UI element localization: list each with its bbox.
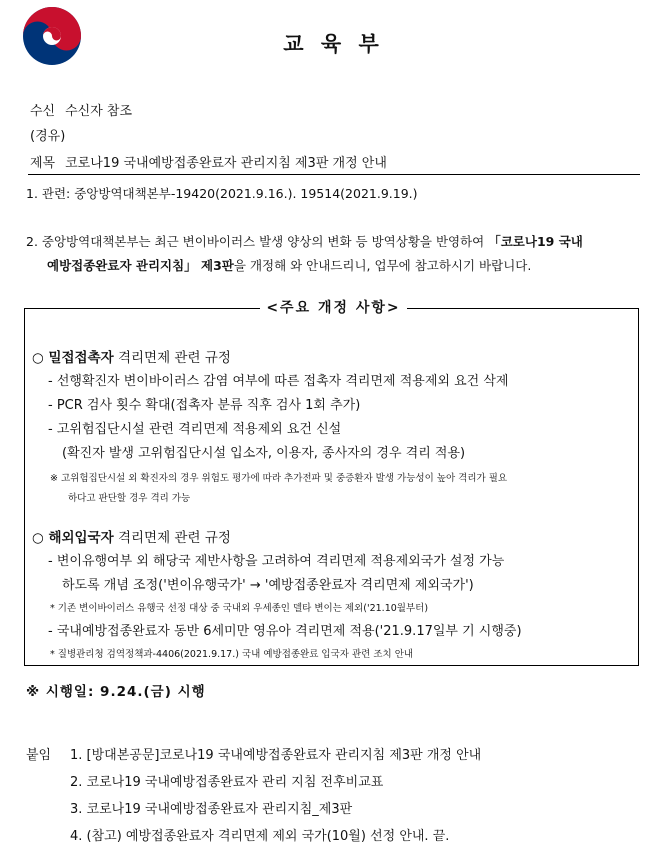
effective-date: ※ 시행일: 9.24.(금) 시행 [26, 684, 206, 700]
list-item-detail: 하도록 개념 조정('변이유행국가' → '예방접종완료자 격리면제 제외국가') [62, 578, 474, 593]
attachment-item: 2. 코로나19 국내예방접종완료자 관리 지침 전후비교표 [70, 775, 384, 790]
via-label: (경유) [30, 129, 66, 144]
recipient-row [30, 100, 132, 119]
list-item: - 고위험집단시설 관련 격리면제 적용제외 요건 신설 [48, 422, 342, 437]
list-item-detail: (확진자 발생 고위험집단시설 입소자, 이용자, 종사자의 경우 격리 적용) [62, 446, 466, 461]
section-overseas-entry-heading: ○ 해외입국자 격리면제 관련 규정 [32, 530, 231, 546]
recipient-value: 수신자 참조 [65, 104, 133, 119]
section-close-contact-heading: ○ 밀접접촉자 격리면제 관련 규정 [32, 350, 231, 366]
revision-box-title: <주요 개정 사항> [0, 297, 667, 317]
list-item: - PCR 검사 횟수 확대(접촉자 분류 직후 검사 1회 추가) [48, 398, 361, 413]
attachment-item: 3. 코로나19 국내예방접종완료자 관리지침_제3판 [70, 802, 353, 817]
footnote: 하다고 판단할 경우 격리 가능 [68, 493, 191, 504]
recipient-label: 수신 [30, 104, 56, 119]
footnote: * 질병관리청 검역정책과-4406(2021.9.17.) 국내 예방접종완료 입국자 관련 조치 안내 [50, 649, 414, 660]
attachment-item: 4. (참고) 예방접종완료자 격리면제 제외 국가(10월) 선정 안내. 끝. [70, 829, 450, 844]
header-rule [28, 174, 640, 175]
main-paragraph-line1: 2. 중앙방역대책본부는 최근 변이바이러스 발생 양상의 변화 등 방역상황을 반영하여 「코로나19 국내 [26, 234, 583, 249]
ministry-title: 교 육 부 [283, 32, 384, 56]
related-paragraph: 1. 관련: 중앙방역대책본부-19420(2021.9.16.). 19514(2021.9.19.) [26, 186, 418, 201]
attachments-label: 붙임 [26, 748, 52, 763]
footnote: * 기존 변이바이러스 유행국 선정 대상 중 국내외 우세종인 델타 변이는 제외('21.10월부터) [50, 603, 429, 614]
subject-value: 코로나19 국내예방접종완료자 관리지침 제3판 개정 안내 [65, 156, 387, 171]
subject-label: 제목 [30, 156, 56, 171]
attachment-item: 1. [방대본공문]코로나19 국내예방접종완료자 관리지침 제3판 개정 안내 [70, 748, 482, 763]
footnote: ※ 고위험집단시설 외 확진자의 경우 위험도 평가에 따라 추가전파 및 중증환자 발생 가능성이 높아 격리가 필요 [50, 473, 508, 484]
list-item: - 변이유행여부 외 해당국 제반사항을 고려하여 격리면제 적용제외국가 설정 가능 [48, 554, 505, 569]
list-item: - 국내예방접종완료자 동반 6세미만 영유아 격리면제 적용('21.9.17일부 기 시행중) [48, 624, 522, 639]
subject-row [30, 152, 387, 171]
main-paragraph-line2: 예방접종완료자 관리지침」 제3판을 개정해 와 안내드리니, 업무에 참고하시기 바랍니다. [47, 258, 532, 273]
list-item: - 선행확진자 변이바이러스 감염 여부에 따른 접촉자 격리면제 적용제외 요건 삭제 [48, 374, 509, 389]
